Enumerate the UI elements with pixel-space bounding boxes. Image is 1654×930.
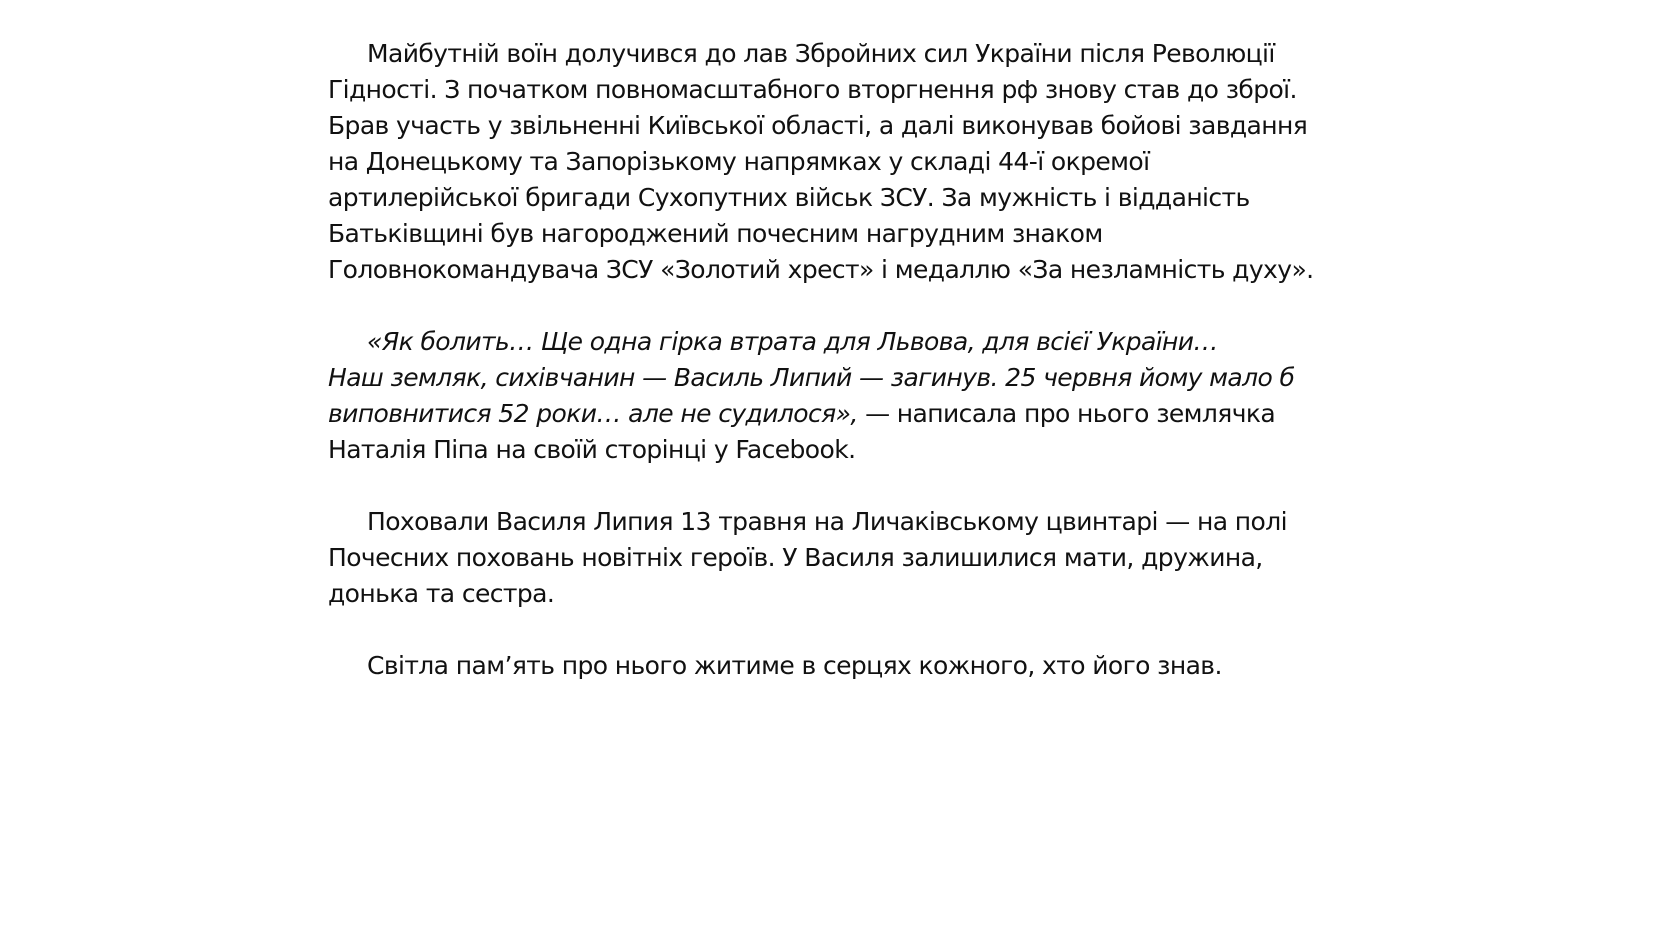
quote-line: «Як болить… Ще одна гірка втрата для Львова, для всієї України… [367,327,1218,356]
paragraph-memory [328,648,1368,684]
text-line-mixed [328,396,1368,432]
article-body [328,36,1368,720]
text-line: на Донецькому та Запорізькому напрямках у складі 44-ї окремої [328,147,1150,176]
text-line: Світла пам’ять про нього житиме в серцях кожного, хто його знав. [367,651,1222,680]
text-line: Почесних поховань новітніх героїв. У Василя залишилися мати, дружина, [328,543,1263,572]
text-line: Гідності. З початком повномасштабного вторгнення рф знову став до зброї. [328,75,1297,104]
text-line: Наталія Піпа на своїй сторінці у Facebook. [328,435,856,464]
paragraph-biography [328,36,1368,288]
text-line: Майбутній воїн долучився до лав Збройних сил України після Революції [367,39,1275,68]
paragraph-quote [328,324,1368,468]
text-line: Брав участь у звільненні Київської області, а далі виконував бойові завдання [328,111,1308,140]
quote-line: Наш земляк, сихівчанин — Василь Липий — загинув. 25 червня йому мало б [328,363,1295,392]
text-line: Поховали Василя Липия 13 травня на Личаківському цвинтарі — на полі [367,507,1287,536]
text-line: донька та сестра. [328,579,555,608]
paragraph-burial [328,504,1368,612]
text-line: артилерійської бригади Сухопутних військ ЗСУ. За мужність і відданість [328,183,1250,212]
text-line: Головнокомандувача ЗСУ «Золотий хрест» і медаллю «За незламність духу». [328,255,1314,284]
attribution-fragment: — написала про нього землячка [857,399,1276,428]
text-line: Батьківщині був нагороджений почесним нагрудним знаком [328,219,1103,248]
quote-fragment: виповнитися 52 роки… але не судилося», [328,399,858,428]
